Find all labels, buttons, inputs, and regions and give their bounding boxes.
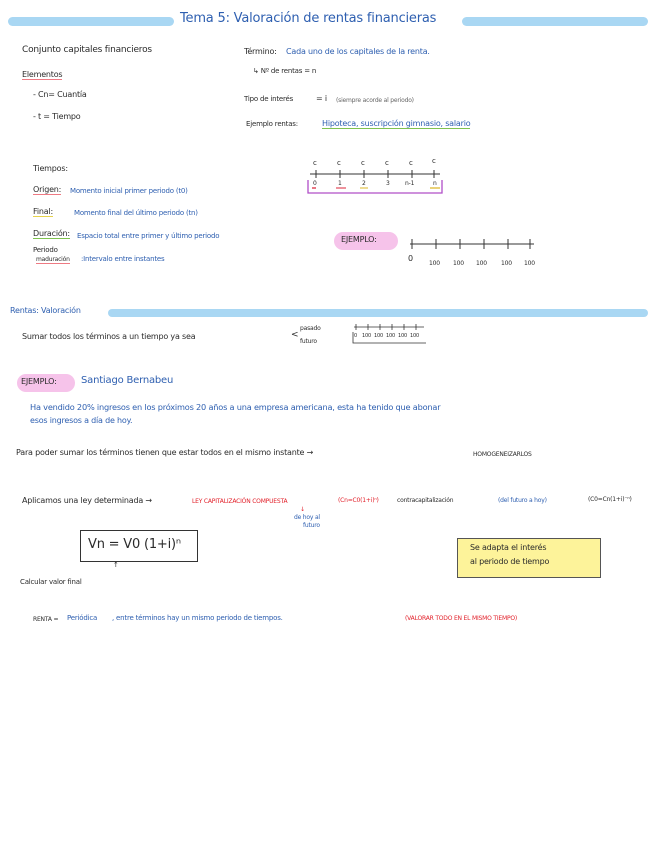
timeline-t-label: 0 [313, 180, 317, 187]
de-hoy-al: de hoy al [294, 514, 320, 521]
timeline-c-label: c [409, 159, 413, 167]
pasado-label: pasado [300, 325, 321, 332]
ejemplo-rentas-label: Ejemplo rentas: [246, 120, 298, 128]
ejemplo2-name: Santiago Bernabeu [81, 375, 174, 386]
ejemplo2-line2: esos ingresos a día de hoy. [30, 416, 133, 425]
mini-timeline-label: 100 [398, 333, 407, 339]
ejemplo-timeline-label: 100 [524, 260, 535, 267]
note-line2: al periodo de tiempo [470, 557, 550, 566]
contracapitalizacion: contracapitalización [397, 497, 454, 504]
ejemplo-timeline-label: 100 [453, 260, 464, 267]
timeline-t-label: 2 [362, 180, 366, 187]
item-tiempo: - t = Tiempo [33, 112, 81, 121]
tiempos-heading: Tiempos: [33, 164, 68, 173]
timeline-c-label: c [432, 157, 436, 165]
arrow-small: ↓ [300, 506, 305, 513]
tipo-eq: = i [316, 94, 327, 103]
termino-text: Cada uno de los capitales de la renta. [286, 47, 430, 56]
mini-timeline-label: 100 [362, 333, 371, 339]
formula-vn: Vn = V0 (1+i)ⁿ [88, 537, 181, 552]
final-label: Final: [33, 207, 53, 216]
mini-timeline-label: 100 [386, 333, 395, 339]
maduracion-label: maduración [36, 256, 70, 263]
sumar-text: Sumar todos los términos a un tiempo ya sea [22, 332, 196, 341]
ejemplo2-line1: Ha vendido 20% ingresos en los próximos 20 años a una empresa americana, esta ha tenido que abonar [30, 402, 441, 412]
mini-timeline-label: 100 [410, 333, 419, 339]
title-band-right [462, 17, 648, 26]
ejemplo-timeline-label: 100 [476, 260, 487, 267]
renta-text: , entre términos hay un mismo periodo de tiempos. [112, 614, 283, 622]
section2-band [108, 309, 648, 317]
ejemplo-badge: EJEMPLO: [341, 235, 377, 244]
origen-label: Origen: [33, 185, 62, 194]
timeline-ejemplo-axis [406, 236, 546, 256]
timeline-t-label: 1 [338, 180, 342, 187]
ejemplo-timeline-label: 100 [429, 260, 440, 267]
final-text: Momento final del último periodo (tn) [74, 209, 198, 217]
item-cuantia: - Cn= Cuantía [33, 90, 87, 99]
ley-capitalizacion: LEY CAPITALIZACIÓN COMPUESTA [192, 498, 288, 505]
formula-cn: (Cn=C0(1+i)ⁿ) [338, 497, 379, 504]
duracion-label: Duración: [33, 229, 70, 238]
periodo-text: :Intervalo entre instantes [81, 255, 165, 263]
ejemplo2-badge: EJEMPLO: [21, 377, 57, 386]
timeline-top-axis [306, 168, 456, 208]
futuro-small: futuro [303, 522, 320, 529]
brace: < [291, 330, 299, 340]
timeline-t-label: n-1 [405, 180, 415, 187]
formula-c0: (C0=Cn(1+i)⁻ⁿ) [588, 496, 632, 503]
renta-label: RENTA = [33, 616, 59, 623]
periodo-label: Periodo [33, 246, 58, 254]
calcular-valor-final: Calcular valor final [20, 578, 82, 586]
mini-timeline-label: 0 [354, 333, 357, 339]
homogeneizarlos: HOMOGENEIZARLOS [473, 451, 532, 458]
tipo-note: (siempre acorde al periodo) [336, 97, 414, 104]
section2-title: Rentas: Valoración [10, 306, 81, 315]
contra-note: (del futuro a hoy) [498, 497, 547, 504]
ejemplo-rentas-items: Hipoteca, suscripción gimnasio, salario [322, 119, 471, 128]
conjunto-heading: Conjunto capitales financieros [22, 45, 152, 55]
futuro-label: futuro [300, 338, 317, 345]
note-line1: Se adapta el interés [470, 543, 547, 552]
timeline-c-label: c [313, 159, 317, 167]
timeline-c-label: c [361, 159, 365, 167]
mini-timeline-label: 100 [374, 333, 383, 339]
ejemplo-timeline-label: 100 [501, 260, 512, 267]
n-rentas: ↳ Nº de rentas = n [253, 67, 317, 75]
timeline-c-label: c [385, 159, 389, 167]
renta-red-note: (VALORAR TODO EN EL MISMO TIEMPO) [405, 615, 518, 622]
aplicamos-text: Aplicamos una ley determinada → [22, 496, 152, 505]
renta-periodica: Periódica [67, 614, 98, 622]
tipo-label: Tipo de interés [244, 95, 294, 103]
timeline-c-label: c [337, 159, 341, 167]
ejemplo-timeline-label: 0 [408, 254, 413, 263]
para-poder-text: Para poder sumar los términos tienen que estar todos en el mismo instante → [16, 448, 314, 457]
timeline-t-label: 3 [386, 180, 390, 187]
termino-label: Término: [244, 47, 277, 56]
page-title: Tema 5: Valoración de rentas financieras [180, 11, 437, 26]
formula-arrow: ↑ [113, 561, 119, 569]
title-band-left [8, 17, 174, 26]
duracion-text: Espacio total entre primer y último periodo [77, 232, 220, 240]
timeline-t-label: n [433, 180, 437, 187]
elementos-label: Elementos [22, 70, 63, 79]
origen-text: Momento inicial primer periodo (t0) [70, 187, 188, 195]
